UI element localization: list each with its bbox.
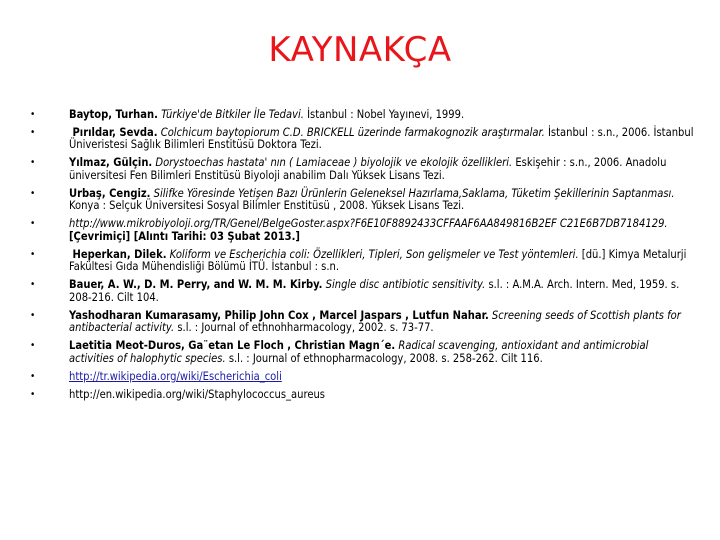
bullet-icon: • <box>30 279 36 291</box>
reference-title: Colchicum baytopiorum C.D. BRICKELL üzerinde farmakognozik araştırmalar. <box>160 125 545 139</box>
reference-list <box>30 109 696 407</box>
reference-details: s.l. : Journal of ethnopharmacology, 2008. s. 258-262. Cilt 116. <box>228 351 543 365</box>
bullet-icon: • <box>30 109 36 120</box>
reference-author: Yılmaz, Gülçin. <box>69 156 153 170</box>
reference-author: Heperkan, Dilek. <box>69 247 167 261</box>
list-item <box>30 310 696 335</box>
list-item <box>30 127 696 152</box>
reference-url: http://en.wikipedia.org/wiki/Staphylococcus_aureus <box>69 387 326 401</box>
reference-details: İstanbul : Nobel Yayınevi, 1999. <box>307 108 465 121</box>
reference-details: [dü.] Kimya Metalurji Fakültesi Gıda Mühendisliği Bölümü İTÜ. İstanbul : s.n. <box>69 247 687 274</box>
list-item <box>30 249 696 274</box>
reference-details: s.l. : Journal of ethnohharmacology, 2002. s. 73-77. <box>177 321 434 335</box>
bullet-icon: • <box>30 126 36 138</box>
reference-details: s.l. : A.M.A. Arch. Intern. Med, 1959. s. 208-216. Cilt 104. <box>69 278 680 304</box>
bullet-icon: • <box>30 388 36 400</box>
bullet-icon: • <box>30 370 36 382</box>
reference-details: Eskişehir : s.n., 2006. Anadolu üniversitesi Fen Bilimleri Enstitüsü Biyoloji anabilim Dalı Yüksek Lisans Tezi. <box>69 156 667 182</box>
list-item <box>30 188 696 213</box>
reference-title: Screening seeds of Scottish plants for antibacterial activity. <box>69 308 681 335</box>
list-item <box>30 389 696 402</box>
reference-title: Radical scavenging, antioxidant and antimicrobial activities of halophytic species. <box>69 339 649 365</box>
list-item <box>30 279 696 304</box>
reference-author: Yashodharan Kumarasamy, Philip John Cox , Marcel Jaspars , Lutfun Nahar. <box>69 308 489 322</box>
reference-title: Türkiye'de Bitkiler İle Tedavi. <box>161 108 304 121</box>
page-title: KAYNAKÇA <box>268 30 452 70</box>
bullet-icon: • <box>30 248 36 260</box>
reference-url: http://www.mikrobiyoloji.org/TR/Genel/BelgeGoster.aspx?F6E10F8892433CFFAAF6AA849816B2EF C21E6B7DB7184129. <box>69 217 668 231</box>
bullet-icon: • <box>30 157 36 169</box>
reference-author: Baytop, Turhan. <box>69 108 158 121</box>
list-item <box>30 218 696 243</box>
bullet-icon: • <box>30 187 36 199</box>
list-item <box>30 157 696 182</box>
reference-details: Konya : Selçuk Üniversitesi Sosyal Bilimler Enstitüsü , 2008. Yüksek Lisans Tezi. <box>69 199 465 213</box>
list-item <box>30 371 696 384</box>
reference-title: Koliform ve Escherichia coli: Özellikleri, Tipleri, Son gelişmeler ve Test yöntemleri. <box>169 247 579 261</box>
reference-author: Pırıldar, Sevda. <box>69 125 158 139</box>
reference-details: [Çevrimiçi] [Alıntı Tarihi: 03 Şubat 2013.] <box>69 229 300 243</box>
list-item <box>30 340 696 365</box>
bullet-icon: • <box>30 340 36 352</box>
bullet-icon: • <box>30 218 36 230</box>
reference-title: Dorystoechas hastata' nın ( Lamiaceae ) biyolojik ve ekolojik özellikleri. <box>155 156 513 170</box>
reference-author: Urbaş, Cengiz. <box>69 186 151 200</box>
list-item <box>30 109 696 122</box>
reference-title: Silifke Yöresinde Yetişen Bazı Ürünlerin Geleneksel Hazırlama,Saklama, Tüketim Şekillerinin Saptanması. <box>153 186 675 200</box>
bullet-icon: • <box>30 309 36 321</box>
reference-title: Single disc antibiotic sensitivity. <box>325 278 486 292</box>
wikipedia-escherichia-coli-link[interactable]: http://tr.wikipedia.org/wiki/Escherichia_coli <box>69 369 282 383</box>
reference-author: Laetitia Meot-Duros, Ga¨etan Le Floch , Christian Magn´e. <box>69 339 396 353</box>
reference-author: Bauer, A. W., D. M. Perry, and W. M. M. Kirby. <box>69 278 323 292</box>
reference-details: İstanbul : s.n., 2006. İstanbul Üniveristesi Sağlık Bilimleri Enstitüsü Doktora Tezi. <box>69 125 694 152</box>
